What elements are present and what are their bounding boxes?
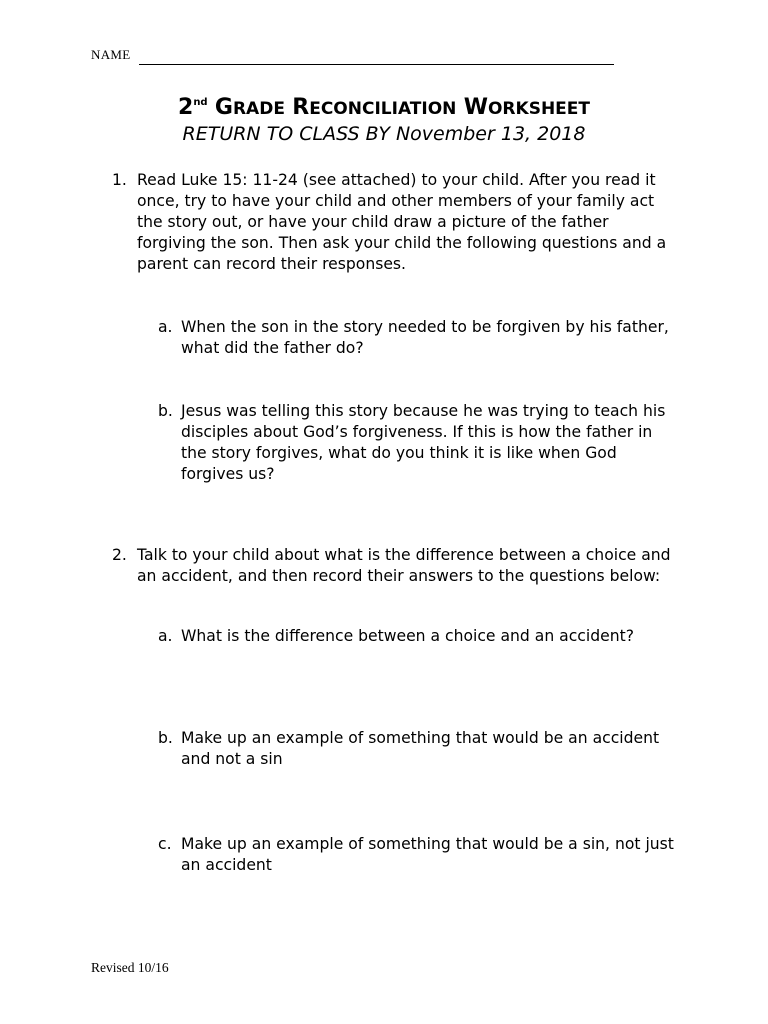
question-2c	[158, 834, 676, 876]
subquestion-text: Jesus was telling this story because he was trying to teach his disciples about God’s forgiveness. If this is how the father in the story forgives, what do you think it is like when God forgives us?	[181, 402, 666, 483]
return-deadline: RETURN TO CLASS BY November 13, 2018	[182, 123, 586, 145]
title-grade-number: 2	[178, 95, 194, 120]
question-number: 2.	[112, 546, 127, 564]
title-word-1-initial: G	[214, 95, 233, 120]
question-text: Talk to your child about what is the difference between a choice and an accident, and then record their answers to the questions below:	[137, 546, 671, 585]
name-blank-line[interactable]	[139, 64, 614, 65]
question-1a	[158, 317, 676, 359]
subquestion-text: Make up an example of something that would be a sin, not just an accident	[181, 835, 674, 874]
question-text: Read Luke 15: 11-24 (see attached) to your child. After you read it once, try to have your child and other members of your family act the story out, or have your child draw a picture of the father forgiving the son. Then ask your child the following questions and a parent can record their responses.	[137, 171, 667, 273]
revision-note: Revised 10/16	[91, 960, 169, 975]
subquestion-text: What is the difference between a choice and an accident?	[181, 627, 634, 645]
question-1	[112, 170, 682, 275]
subquestion-letter: a.	[158, 318, 173, 336]
title-word-2-rest: ECONCILIATION	[309, 99, 457, 119]
question-1b	[158, 401, 676, 485]
question-2a	[158, 626, 676, 647]
title-word-3-rest: ORKSHEET	[487, 99, 590, 119]
name-label: NAME	[91, 47, 131, 62]
title-word-2-initial: R	[292, 95, 310, 120]
subquestion-letter: b.	[158, 402, 173, 420]
title-word-1-rest: RADE	[232, 99, 285, 119]
subquestion-letter: b.	[158, 729, 173, 747]
question-2	[112, 545, 682, 587]
subquestion-text: Make up an example of something that would be an accident and not a sin	[181, 729, 660, 768]
title-ordinal-suffix: nd	[193, 97, 208, 108]
subquestion-text: When the son in the story needed to be forgiven by his father, what did the father do?	[181, 318, 669, 357]
worksheet-title	[0, 93, 768, 123]
title-word-3-initial: W	[463, 95, 488, 120]
question-number: 1.	[112, 171, 127, 189]
question-2b	[158, 728, 676, 770]
subquestion-letter: c.	[158, 835, 172, 853]
subquestion-letter: a.	[158, 627, 173, 645]
